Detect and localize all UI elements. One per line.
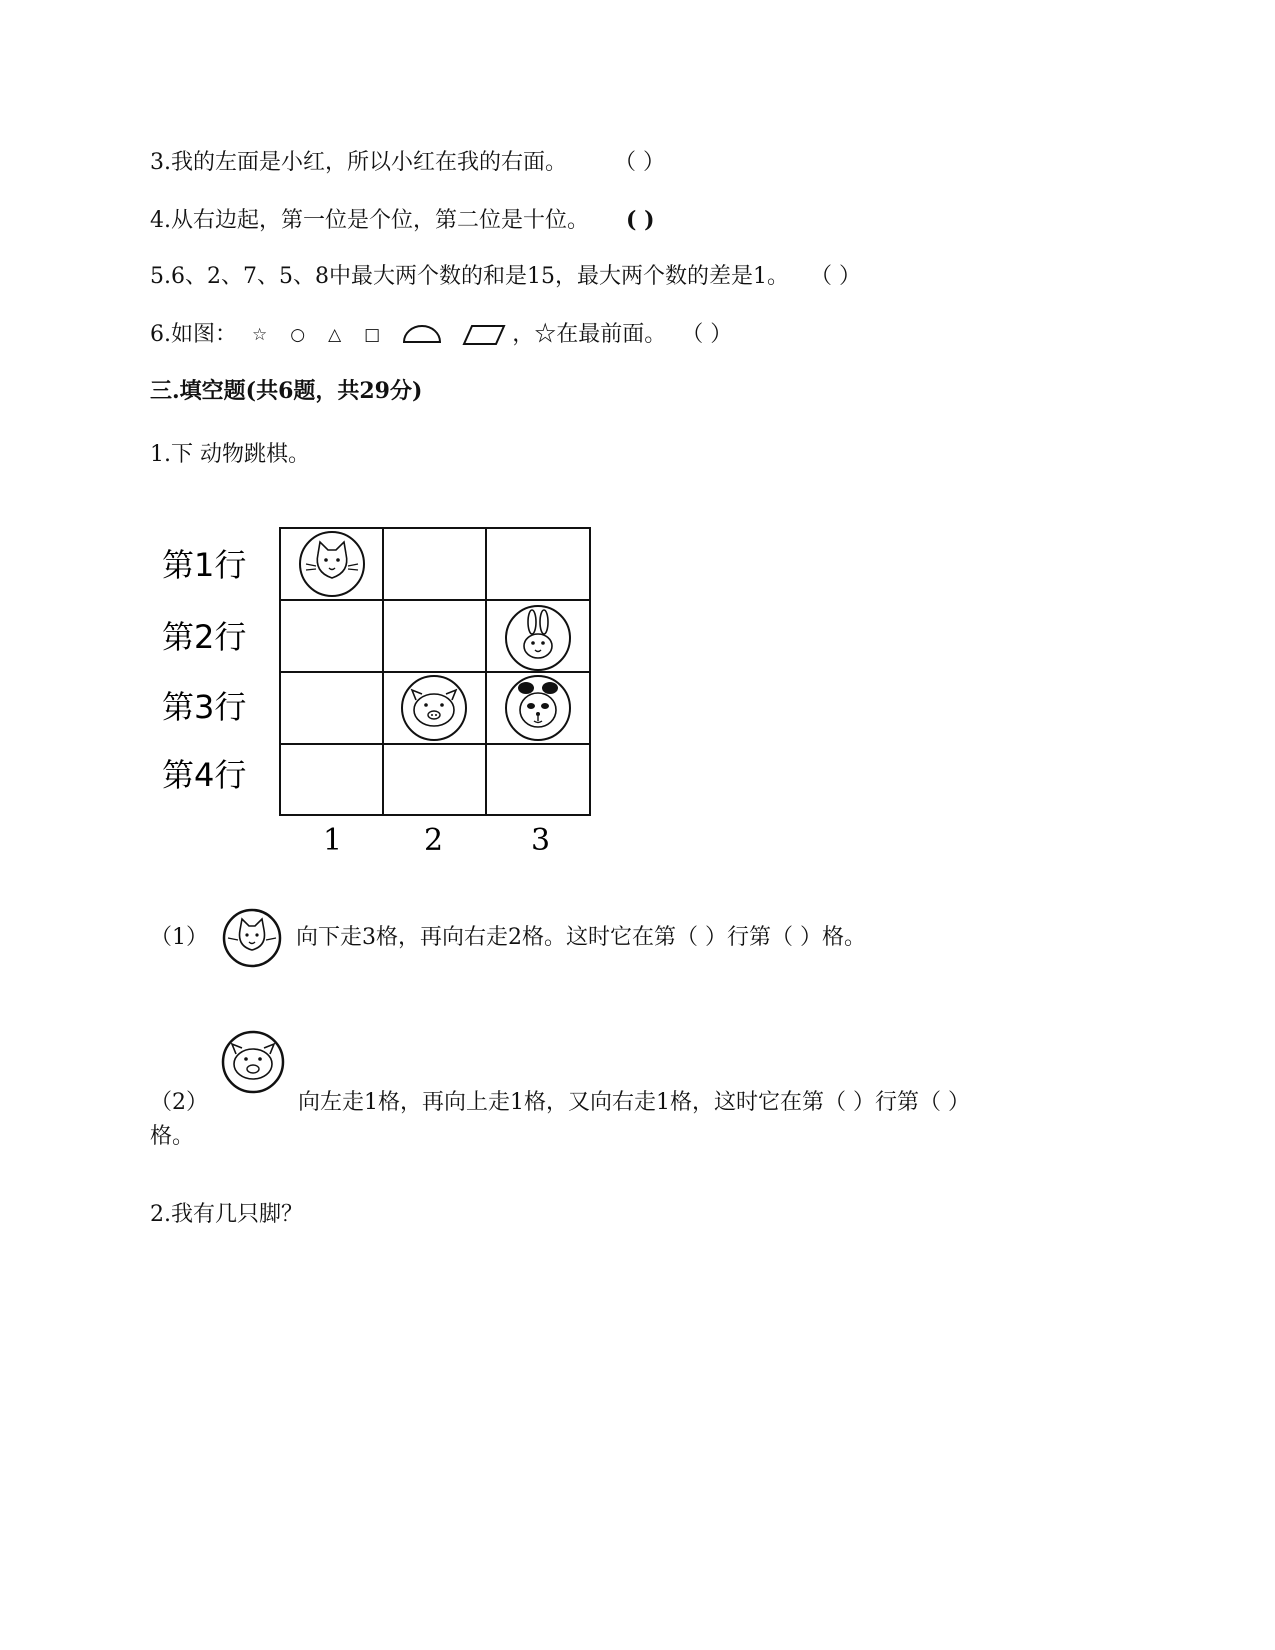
triangle-icon: △	[328, 325, 342, 345]
question-6-prefix: 6.如图：	[150, 322, 237, 347]
question-3-text: 3.我的左面是小红，所以小红在我的右面。	[150, 150, 567, 175]
cat-icon	[219, 905, 285, 971]
sub-question-1-number: （1）	[150, 925, 208, 950]
sub-question-2	[150, 1050, 970, 1118]
question-3-answer[interactable]: （ ）	[614, 150, 665, 175]
sub-question-2-tail: 格。	[150, 1124, 195, 1149]
question-4-answer[interactable]: ( )	[626, 207, 655, 233]
animal-chess-grid	[150, 510, 630, 870]
question-5	[150, 262, 861, 292]
sub-question-1-text: 向下走3格，再向右走2格。这时它在第（ ）行第（ ）格。	[296, 925, 866, 950]
question-6-answer[interactable]: （ ）	[681, 322, 733, 347]
row-label-4: 第4行	[162, 756, 247, 794]
question-4	[150, 205, 654, 236]
col-label-1: 1	[323, 823, 343, 858]
row-label-1: 第1行	[162, 546, 247, 584]
question-6	[150, 320, 732, 350]
grid-svg	[150, 510, 630, 870]
col-label-3: 3	[531, 823, 551, 858]
panda-icon	[506, 676, 570, 740]
cat-icon	[300, 532, 364, 596]
question-4-text: 4.从右边起，第一位是个位，第二位是十位。	[150, 208, 589, 233]
pig-icon	[219, 1028, 287, 1096]
fill-question-2-title: 2.我有几只脚？	[150, 1202, 303, 1227]
question-3	[150, 148, 665, 178]
square-icon: □	[364, 325, 381, 345]
section-3-heading: 三.填空题(共6题，共29分)	[150, 378, 423, 404]
sub-question-2-text: 向左走1格，再向上走1格，又向右走1格，这时它在第（ ）行第（ ）	[298, 1090, 970, 1115]
sub-question-1	[150, 905, 866, 971]
circle-icon: ○	[290, 325, 306, 345]
fill-question-1-title: 1.下 动物跳棋。	[150, 442, 310, 467]
row-label-3: 第3行	[162, 688, 247, 726]
sub-question-2-number: （2）	[150, 1090, 208, 1115]
question-5-text: 5.6、2、7、5、8中最大两个数的和是15，最大两个数的差是1。	[150, 264, 789, 289]
parallelogram-icon	[462, 322, 506, 348]
pig-icon	[402, 676, 466, 740]
col-label-2: 2	[424, 823, 444, 858]
star-icon: ☆	[252, 325, 268, 345]
row-label-2: 第2行	[162, 618, 247, 656]
rabbit-icon	[506, 606, 570, 670]
question-6-suffix: ，☆在最前面。	[512, 322, 667, 347]
semicircle-icon	[401, 322, 443, 348]
question-5-answer[interactable]: （ ）	[809, 264, 861, 289]
